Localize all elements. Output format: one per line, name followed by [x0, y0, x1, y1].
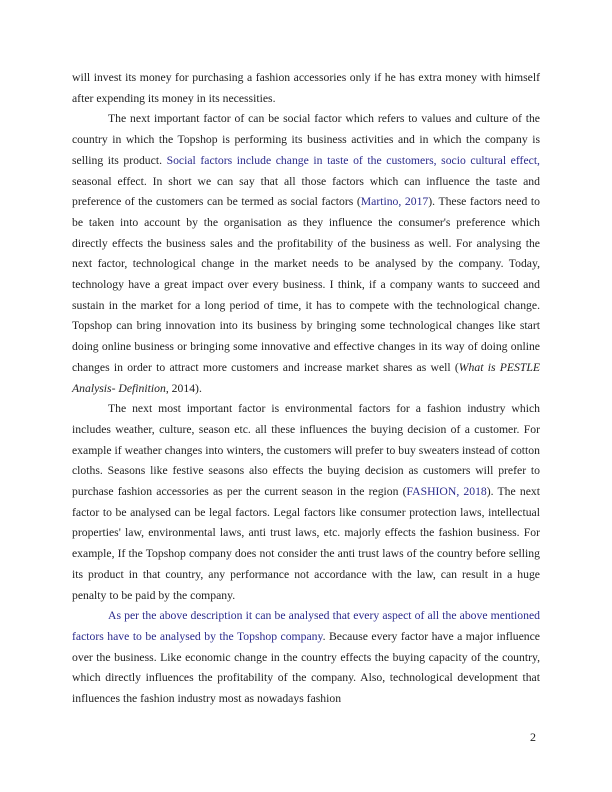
text-run: , 2014).	[165, 381, 202, 395]
paragraph-conclusion	[72, 606, 540, 710]
text-run: ). These factors need to be taken into account by the organisation as they influence the consumer's preference which directly effects the business sales and the profitability of the business as well. For analysing the next factor, technological change in the market needs to be analysed by the company. Today, technology have a great impact over every business. I think, if a company wants to succeed and sustain in the market for a long period of time, it has to compete with the technological change. Topshop can bring innovation into its business by bringing some technological changes like start doing online business or bringing some innovative and effective changes in its way of doing online changes in order to attract more customers and increase market shares as well (	[72, 195, 541, 374]
citation-martino: Martino, 2017	[360, 195, 429, 209]
highlighted-text: Social factors include change in taste of the customers, socio cultural effect,	[166, 153, 540, 167]
highlighted-text: As per the above description it can be analysed that every aspect of all the above mentioned factors have to be analysed by the Topshop company	[72, 609, 540, 643]
citation-fashion: FASHION, 2018	[406, 485, 487, 499]
document-body	[72, 68, 540, 710]
text-run: . Because every factor have a major influence over the business. Like economic change in the country effects the buying capacity of the country, which directly influences the profitability of the company. Also, technological development that influences the fashion industry most as nowadays fashion	[72, 629, 540, 706]
text-run: seasonal effect. In short we can say that all those factors which can influence the taste and preference of the customers can be termed as social factors (	[72, 174, 540, 209]
text-run: The next important factor of can be social factor which refers to values and culture of the country in which the Topshop is performing its business activities and in which the company is selling its product.	[72, 112, 540, 167]
page-number: 2	[530, 730, 536, 744]
text-run: The next most important factor is environmental factors for a fashion industry which includes weather, culture, season etc. all these influences the buying decision of a customer. For example if weather changes into winters, the customers will prefer to buy sweaters instead of cotton cloths. Seasons like festive seasons also effects the buying decision as customers will prefer to purchase fashion accessories as per the current season in the region (	[72, 402, 540, 499]
paragraph-social-technological	[72, 109, 540, 399]
paragraph-environmental-legal	[72, 399, 540, 606]
text-run: will invest its money for purchasing a fashion accessories only if he has extra money with himself after expending its money in its necessities.	[72, 71, 540, 105]
citation-pestle: What is PESTLE Analysis- Definition	[72, 360, 540, 395]
paragraph-continuation	[72, 68, 540, 109]
text-run: ). The next factor to be analysed can be legal factors. Legal factors like consumer protection laws, intellectual properties' law, environmental laws, anti trust laws, etc. majorly effects the fashion business. For example, If the Topshop company does not consider the anti trust laws of the country before selling its product in that country, any performance not accordance with the law, can result in a huge penalty to be paid by the company.	[72, 485, 540, 602]
